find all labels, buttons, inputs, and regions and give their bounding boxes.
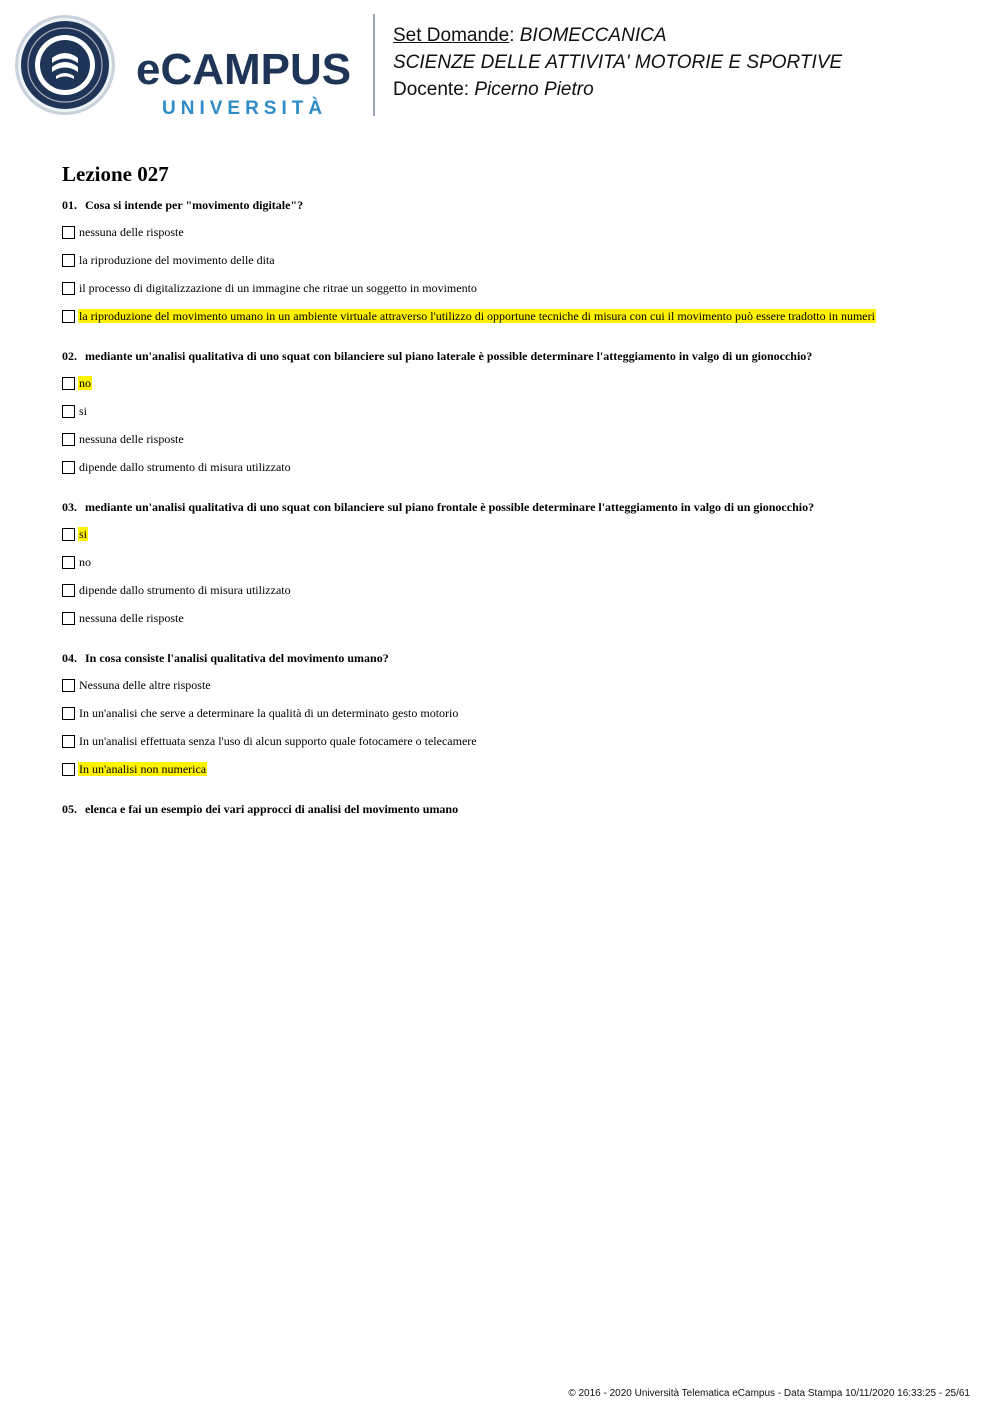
option-text: nessuna delle risposte	[79, 225, 184, 239]
answer-option[interactable]	[62, 224, 185, 240]
question-text: mediante un'analisi qualitativa di uno squat con bilanciere sul piano frontale è possible determinare l'atteggiamento in valgo di un gionocchio?	[85, 500, 815, 514]
option-text: dipende dallo strumento di misura utilizzato	[79, 460, 291, 474]
set-label: Set Domande	[393, 25, 510, 46]
checkbox[interactable]	[62, 310, 75, 323]
answer-option-correct[interactable]	[62, 526, 88, 542]
option-text: nessuna delle risposte	[79, 432, 184, 446]
checkbox[interactable]	[62, 735, 75, 748]
question-number: 02.	[62, 349, 77, 363]
question-04	[62, 651, 389, 665]
answer-option[interactable]	[62, 733, 478, 749]
checkbox[interactable]	[62, 707, 75, 720]
checkbox[interactable]	[62, 405, 75, 418]
brand-wordmark	[136, 45, 361, 119]
option-text: il processo di digitalizzazione di un immagine che ritrae un soggetto in movimento	[79, 281, 477, 295]
teacher-name: Picerno Pietro	[474, 79, 594, 100]
header-divider	[373, 14, 375, 116]
course-line	[393, 49, 842, 76]
answer-option[interactable]	[62, 610, 185, 626]
checkbox[interactable]	[62, 584, 75, 597]
answer-option[interactable]	[62, 459, 292, 475]
option-text: no	[79, 555, 91, 569]
answer-option[interactable]	[62, 252, 276, 268]
answer-option[interactable]	[62, 582, 292, 598]
header-info	[393, 22, 842, 103]
teacher-label: Docente:	[393, 79, 470, 100]
set-line: Set Domande: BIOMECCANICA	[393, 25, 667, 46]
checkbox[interactable]	[62, 226, 75, 239]
answer-option[interactable]	[62, 677, 212, 693]
option-text-highlighted: si	[79, 527, 88, 541]
question-text: mediante un'analisi qualitativa di uno squat con bilanciere sul piano laterale è possible determinare l'atteggiamento in valgo di un gionocchio?	[85, 349, 813, 363]
option-text: Nessuna delle altre risposte	[79, 678, 211, 692]
ecampus-logo	[14, 14, 359, 118]
checkbox[interactable]	[62, 556, 75, 569]
checkbox[interactable]	[62, 679, 75, 692]
lesson-title: Lezione 027	[62, 162, 169, 186]
option-text: In un'analisi effettuata senza l'uso di alcun supporto quale fotocamere o telecamere	[79, 734, 477, 748]
option-text: si	[79, 404, 88, 418]
checkbox[interactable]	[62, 528, 75, 541]
option-text: In un'analisi che serve a determinare la qualità di un determinato gesto motorio	[79, 706, 459, 720]
checkbox[interactable]	[62, 254, 75, 267]
question-text: Cosa si intende per "movimento digitale"?	[85, 198, 304, 212]
checkbox[interactable]	[62, 763, 75, 776]
answer-option-correct[interactable]	[62, 761, 207, 777]
question-number: 03.	[62, 500, 77, 514]
answer-option[interactable]	[62, 705, 459, 721]
checkbox[interactable]	[62, 612, 75, 625]
answer-option[interactable]	[62, 280, 478, 296]
question-number: 04.	[62, 651, 77, 665]
set-value: BIOMECCANICA	[519, 25, 667, 46]
question-03	[62, 500, 814, 514]
option-text: la riproduzione del movimento delle dita	[79, 253, 275, 267]
teacher-line	[393, 76, 842, 103]
question-01	[62, 198, 303, 212]
question-number: 05.	[62, 802, 77, 816]
checkbox[interactable]	[62, 377, 75, 390]
option-text-highlighted: la riproduzione del movimento umano in un ambiente virtuale attraverso l'utilizzo di opportune tecniche di misura con cui il movimento può essere tradotto in numeri	[79, 309, 875, 323]
option-text-highlighted: no	[79, 376, 91, 390]
question-02	[62, 349, 812, 363]
checkbox[interactable]	[62, 461, 75, 474]
course-name: SCIENZE DELLE ATTIVITA' MOTORIE E SPORTIVE	[393, 52, 843, 73]
option-text-highlighted: In un'analisi non numerica	[79, 762, 207, 776]
checkbox[interactable]	[62, 433, 75, 446]
question-text: In cosa consiste l'analisi qualitativa del movimento umano?	[85, 651, 389, 665]
answer-option-correct[interactable]	[62, 308, 876, 324]
answer-option[interactable]	[62, 431, 185, 447]
brand-subtitle: UNIVERSITÀ	[162, 98, 328, 119]
brand-name: eCAMPUS	[136, 45, 352, 94]
answer-option[interactable]	[62, 403, 88, 419]
checkbox[interactable]	[62, 282, 75, 295]
option-text: nessuna delle risposte	[79, 611, 184, 625]
question-05	[62, 802, 458, 816]
answer-option[interactable]	[62, 554, 92, 570]
question-number: 01.	[62, 198, 77, 212]
university-seal-icon	[14, 14, 116, 116]
question-text: elenca e fai un esempio dei vari approcci di analisi del movimento umano	[85, 802, 459, 816]
option-text: dipende dallo strumento di misura utilizzato	[79, 583, 291, 597]
page-footer: © 2016 - 2020 Università Telematica eCampus - Data Stampa 10/11/2020 16:33:25 - 25/61	[568, 1388, 970, 1399]
answer-option-correct[interactable]	[62, 375, 92, 391]
